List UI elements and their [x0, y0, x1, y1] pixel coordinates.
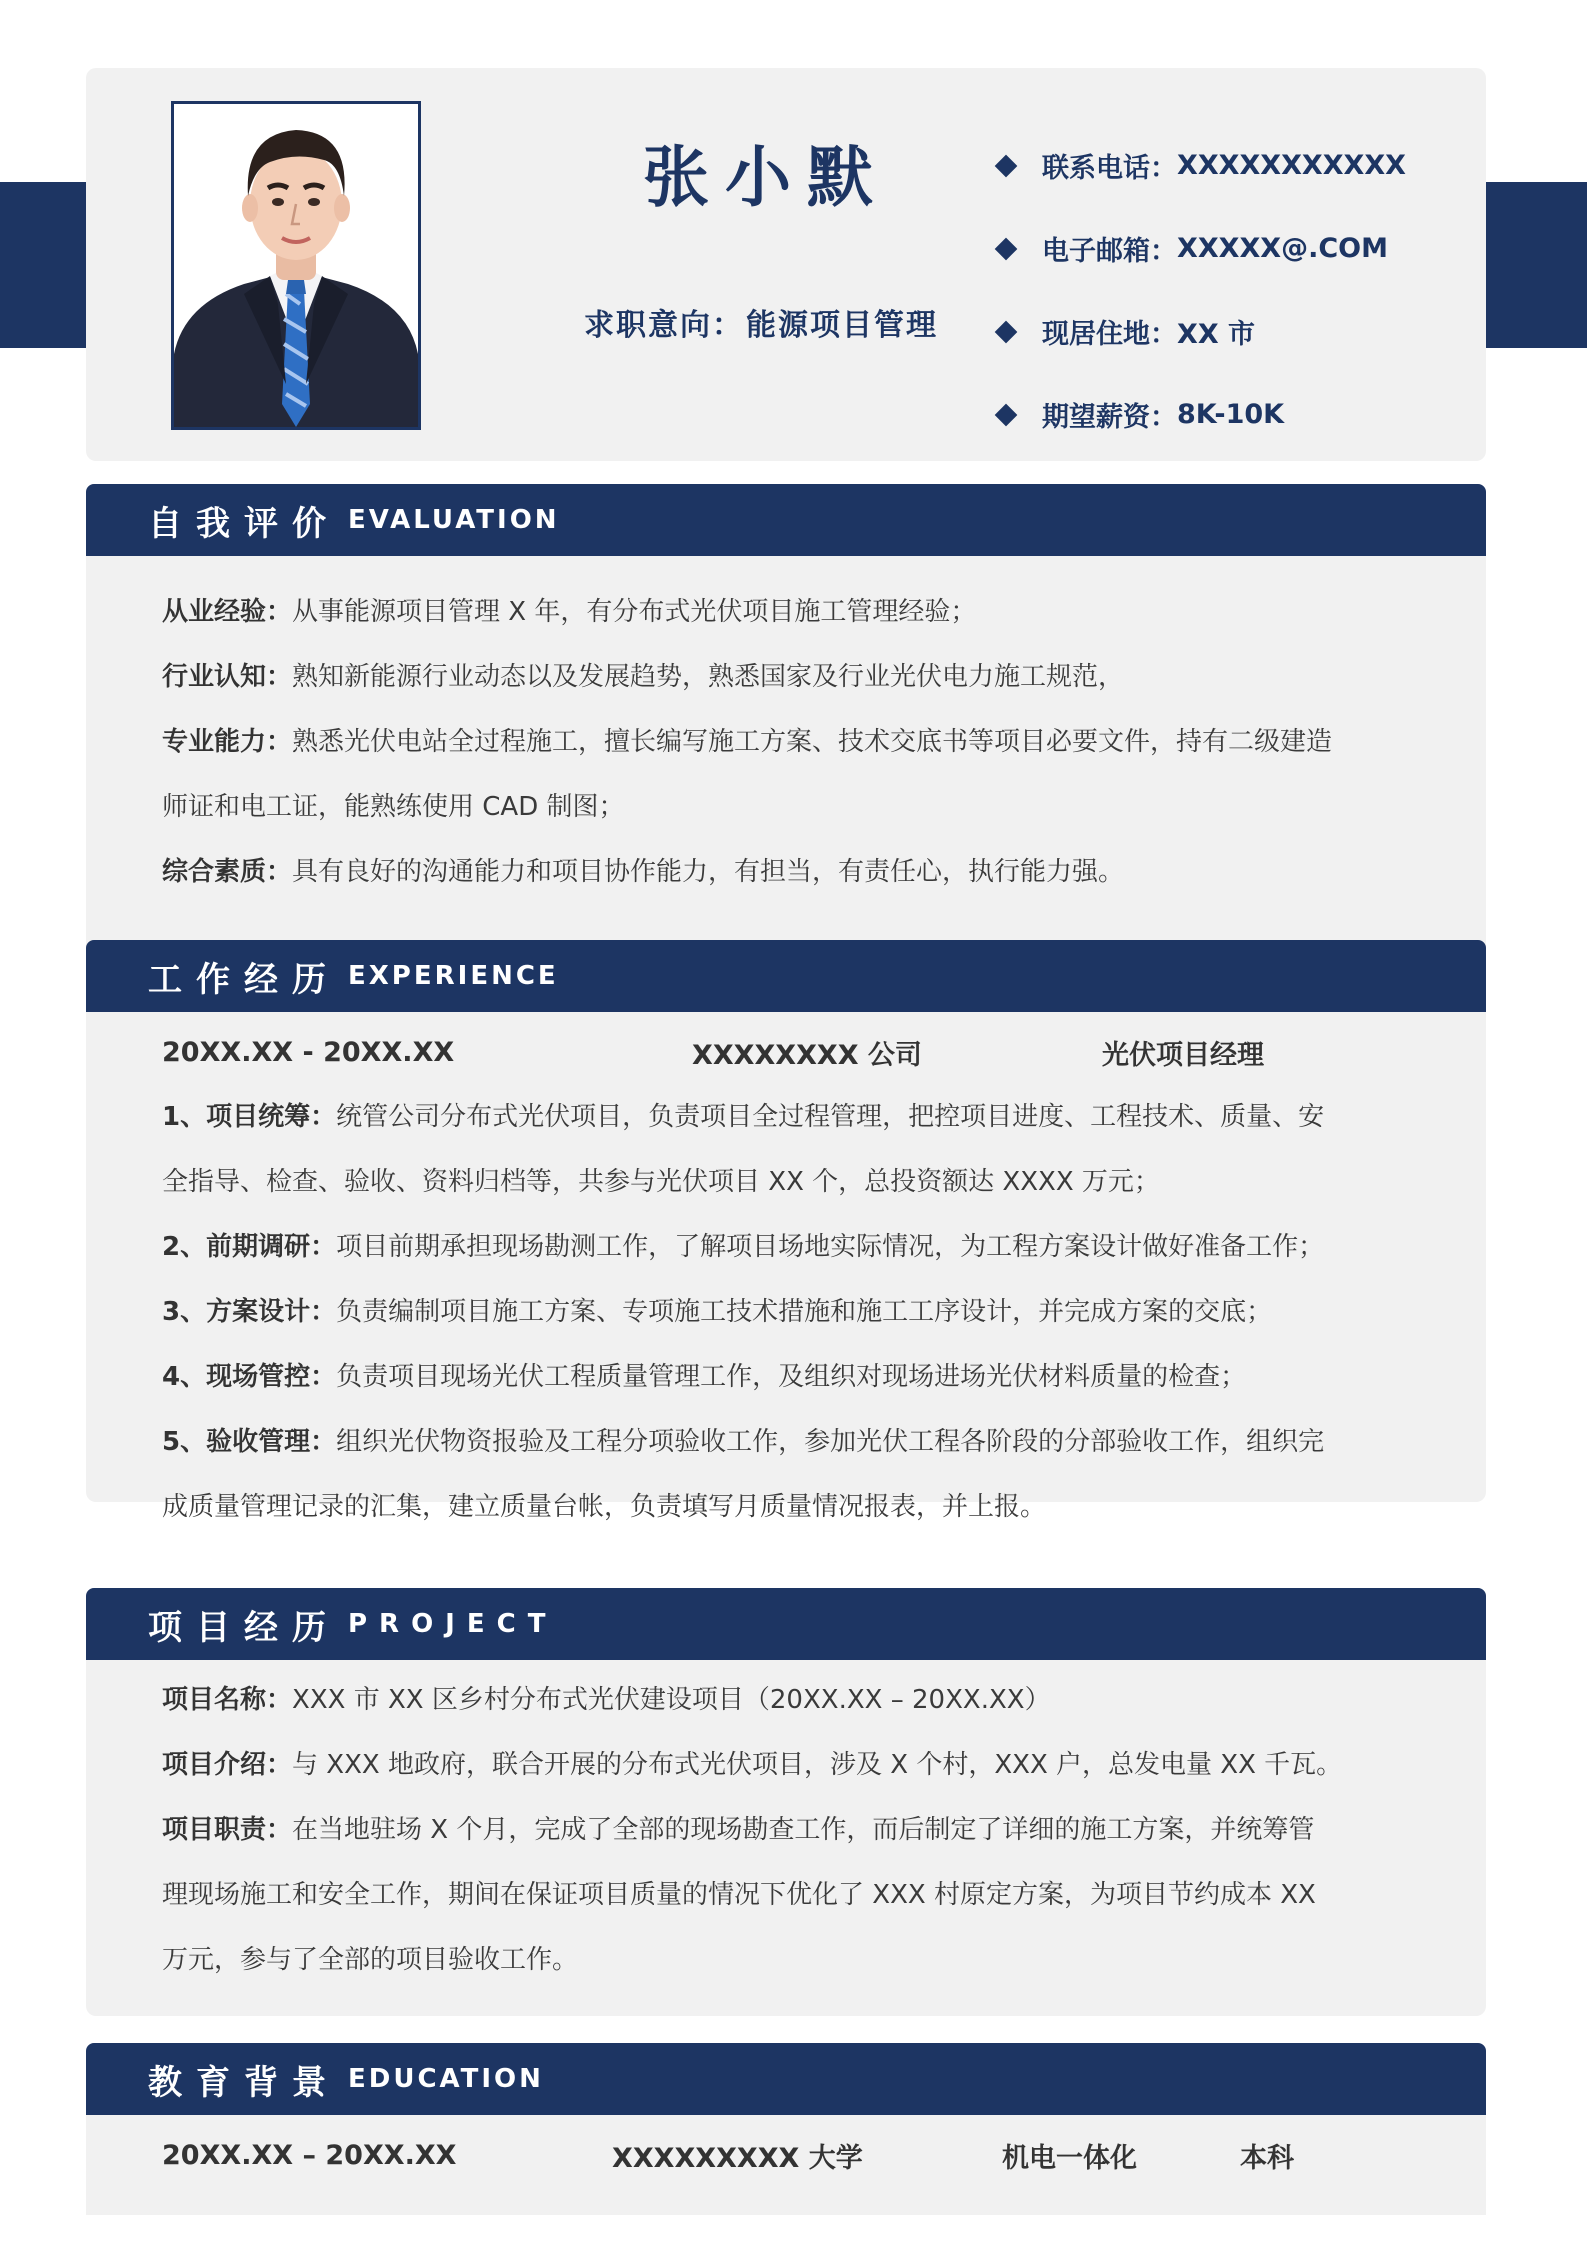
job-intention [526, 300, 996, 344]
contact-label: 期望薪资： [1042, 402, 1177, 433]
candidate-name: 张小默 [643, 139, 889, 216]
job-summary-row [162, 1020, 1410, 1085]
section-title: 工作经历 [148, 959, 340, 1000]
education-row [162, 2123, 1410, 2188]
experience-line: 2、前期调研：项目前期承担现场勘测工作，了解项目场地实际情况，为工程方案设计做好准备工作； [162, 1232, 1325, 1262]
evaluation-line: 从业经验：从事能源项目管理 X 年，有分布式光伏项目施工管理经验； [162, 597, 977, 627]
left-accent-bar [0, 182, 86, 348]
contact-label: 联系电话： [1042, 153, 1177, 184]
profile-photo [171, 101, 421, 430]
diamond-bullet-icon [995, 320, 1018, 343]
section-title: 项目经历 [148, 1607, 340, 1648]
contact-value: XXXXX@.COM [1177, 233, 1388, 264]
project-line: 项目名称：XXX 市 XX 区乡村分布式光伏建设项目（20XX.XX – 20XX.XX） [162, 1685, 1051, 1715]
contact-list [958, 124, 1478, 456]
contact-salary [958, 373, 1478, 456]
experience-line: 全指导、检查、验收、资料归档等，共参与光伏项目 XX 个，总投资额达 XXXX 万元； [162, 1167, 1160, 1197]
section-header [86, 1588, 1486, 1660]
section-title: 教育背景 [148, 2062, 340, 2103]
section-header [86, 940, 1486, 1012]
section-body [86, 1660, 1486, 2016]
job-position: 光伏项目经理 [1102, 1040, 1264, 1071]
education-degree: 本科 [1240, 2143, 1294, 2174]
section-subtitle: EDUCATION [348, 2064, 544, 2094]
experience-line: 4、现场管控：负责项目现场光伏工程质量管理工作，及组织对现场进场光伏材料质量的检查； [162, 1362, 1247, 1392]
evaluation-section [86, 484, 1486, 986]
section-header [86, 484, 1486, 556]
experience-line: 3、方案设计：负责编制项目施工方案、专项施工技术措施和施工工序设计，并完成方案的交底； [162, 1297, 1273, 1327]
contact-label: 电子邮箱： [1042, 236, 1177, 267]
education-major: 机电一体化 [1002, 2143, 1137, 2174]
evaluation-line: 师证和电工证，能熟练使用 CAD 制图； [162, 792, 625, 822]
section-body [86, 1012, 1486, 1522]
job-period: 20XX.XX - 20XX.XX [162, 1037, 455, 1068]
evaluation-line: 专业能力：熟悉光伏电站全过程施工，擅长编写施工方案、技术交底书等项目必要文件，持有二级建造 [162, 727, 1333, 757]
section-subtitle: EVALUATION [348, 505, 560, 535]
section-body [86, 2115, 1486, 2215]
experience-line: 5、验收管理：组织光伏物资报验及工程分项验收工作，参加光伏工程各阶段的分部验收工作，组织完 [162, 1427, 1325, 1457]
job-company: XXXXXXXX 公司 [692, 1040, 922, 1071]
evaluation-line: 行业认知：熟知新能源行业动态以及发展趋势，熟悉国家及行业光伏电力施工规范， [162, 662, 1125, 692]
diamond-bullet-icon [995, 237, 1018, 260]
project-section [86, 1588, 1486, 2016]
experience-line: 成质量管理记录的汇集，建立质量台帐，负责填写月质量情况报表，并上报。 [162, 1492, 1047, 1522]
evaluation-line: 综合素质：具有良好的沟通能力和项目协作能力，有担当，有责任心，执行能力强。 [162, 857, 1125, 887]
contact-value: 8K-10K [1177, 399, 1285, 430]
experience-line: 1、项目统筹：统管公司分布式光伏项目，负责项目全过程管理，把控项目进度、工程技术、质量、安 [162, 1102, 1325, 1132]
experience-section [86, 940, 1486, 1522]
section-header [86, 2043, 1486, 2115]
diamond-bullet-icon [995, 403, 1018, 426]
contact-value: XX 市 [1177, 319, 1256, 350]
contact-value: XXXXXXXXXXX [1177, 150, 1406, 181]
contact-location [958, 290, 1478, 373]
contact-label: 现居住地： [1042, 319, 1177, 350]
project-line: 理现场施工和安全工作，期间在保证项目质量的情况下优化了 XXX 村原定方案，为项目节约成本 XX [162, 1880, 1316, 1910]
section-body [86, 556, 1486, 986]
education-school: XXXXXXXXX 大学 [612, 2143, 863, 2174]
job-intention-value: 能源项目管理 [746, 308, 938, 343]
section-title: 自我评价 [148, 503, 340, 544]
section-subtitle: PROJECT [348, 1609, 558, 1639]
diamond-bullet-icon [995, 154, 1018, 177]
project-line: 万元，参与了全部的项目验收工作。 [162, 1945, 579, 1975]
education-section [86, 2043, 1486, 2215]
job-intention-label: 求职意向： [584, 308, 744, 343]
project-line: 项目介绍：与 XXX 地政府，联合开展的分布式光伏项目，涉及 X 个村，XXX 户，总发电量 XX 千瓦。 [162, 1750, 1343, 1780]
profile-header [86, 68, 1486, 461]
section-subtitle: EXPERIENCE [348, 961, 559, 991]
contact-phone [958, 124, 1478, 207]
education-period: 20XX.XX – 20XX.XX [162, 2140, 457, 2171]
right-accent-bar [1486, 182, 1587, 348]
contact-email [958, 207, 1478, 290]
project-line: 项目职责：在当地驻场 X 个月，完成了全部的现场勘查工作，而后制定了详细的施工方案，并统筹管 [162, 1815, 1315, 1845]
portrait-illustration [174, 104, 418, 427]
